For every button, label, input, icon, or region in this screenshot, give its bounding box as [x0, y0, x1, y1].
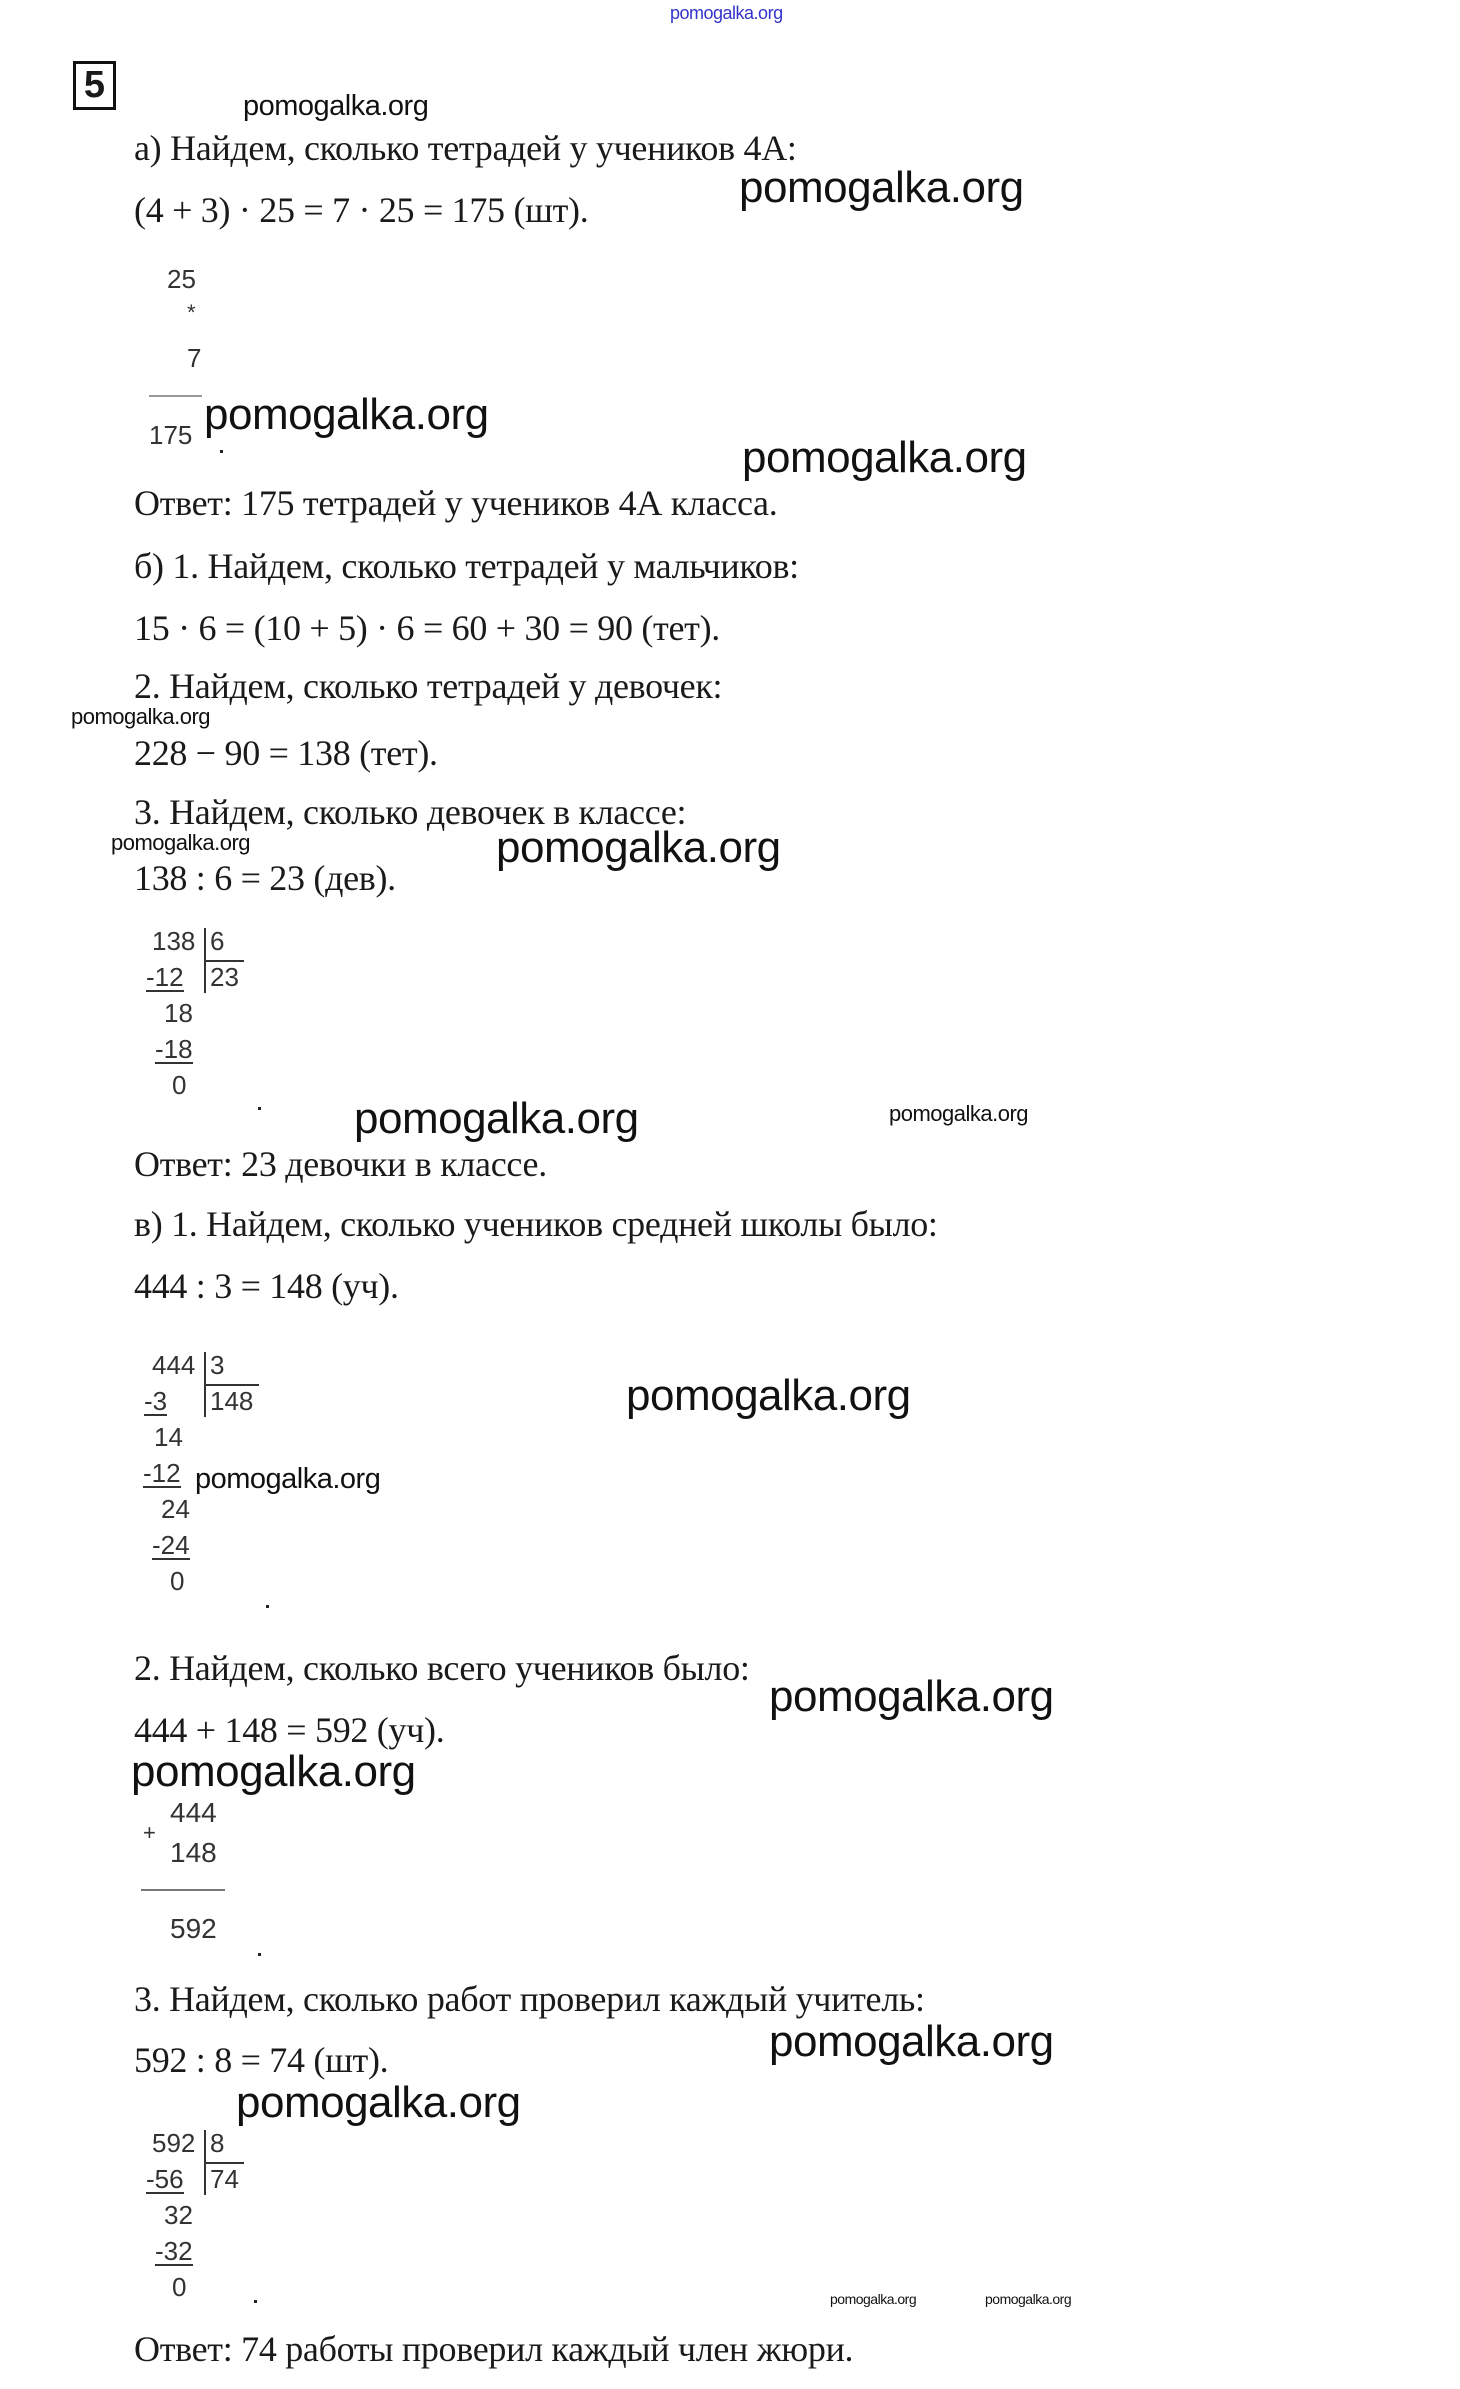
dividend: 138: [152, 926, 196, 956]
watermark: pomogalka.org: [739, 163, 1024, 212]
division-row: -3: [144, 1386, 168, 1416]
part-c-step1: в) 1. Найдем, сколько учеников средней школы было:: [134, 1204, 938, 1244]
watermark: pomogalka.org: [769, 1672, 1054, 1721]
watermark: pomogalka.org: [243, 90, 429, 122]
column-bottom: 7: [187, 343, 202, 373]
watermark: pomogalka.org: [985, 2291, 1072, 2307]
watermark: pomogalka.org: [742, 433, 1027, 482]
addition-bottom: 148: [170, 1837, 217, 1868]
division-row: -32: [155, 2236, 193, 2266]
dividend: 444: [152, 1350, 196, 1380]
dot: [220, 450, 223, 453]
part-c-eq1: 444 : 3 = 148 (уч).: [134, 1266, 399, 1306]
watermark: pomogalka.org: [195, 1463, 381, 1495]
division-row: -56: [146, 2164, 184, 2194]
part-c-answer: Ответ: 74 работы проверил каждый член жюри.: [134, 2329, 854, 2369]
divisor: 6: [210, 926, 225, 956]
dot: [266, 1605, 269, 1608]
part-b-step2: 2. Найдем, сколько тетрадей у девочек:: [134, 666, 723, 706]
divisor: 3: [210, 1350, 225, 1380]
dividend: 592: [152, 2128, 196, 2158]
watermark: pomogalka.org: [131, 1747, 416, 1796]
division-row: -12: [146, 962, 184, 992]
part-b-eq1: 15 · 6 = (10 + 5) · 6 = 60 + 30 = 90 (тет).: [134, 608, 720, 648]
part-a-equation: (4 + 3) · 25 = 7 · 25 = 175 (шт).: [134, 190, 589, 230]
watermark: pomogalka.org: [496, 823, 781, 872]
division-row: 0: [170, 1566, 185, 1596]
part-b-step1: б) 1. Найдем, сколько тетрадей у мальчиков:: [134, 546, 799, 586]
division-row: 0: [172, 1070, 187, 1100]
part-a-answer: Ответ: 175 тетрадей у учеников 4А класса.: [134, 483, 778, 523]
addition-result: 592: [170, 1913, 217, 1944]
long-division: [140, 1352, 340, 1622]
part-b-step3: 3. Найдем, сколько девочек в классе:: [134, 792, 687, 832]
watermark: pomogalka.org: [626, 1371, 911, 1420]
division-row: 14: [154, 1422, 183, 1452]
part-a-heading: а) Найдем, сколько тетрадей у учеников 4А:: [134, 128, 797, 168]
quotient: 148: [210, 1386, 254, 1416]
watermark: pomogalka.org: [71, 704, 211, 729]
watermark: pomogalka.org: [204, 390, 489, 439]
dot: [258, 1953, 261, 1956]
division-row: -24: [152, 1530, 190, 1560]
part-b-answer: Ответ: 23 девочки в классе.: [134, 1144, 547, 1184]
quotient: 74: [210, 2164, 239, 2194]
watermark: pomogalka.org: [769, 2017, 1054, 2066]
addition-op: +: [143, 1820, 156, 1845]
part-c-step3: 3. Найдем, сколько работ проверил каждый учитель:: [134, 1979, 925, 2019]
division-row: 24: [161, 1494, 190, 1524]
part-c-eq2: 444 + 148 = 592 (уч).: [134, 1710, 445, 1750]
addition-top: 444: [170, 1797, 217, 1828]
division-row: -18: [155, 1034, 193, 1064]
dot: [258, 1107, 261, 1110]
division-row: -12: [143, 1458, 181, 1488]
division-row: 18: [164, 998, 193, 1028]
watermark: pomogalka.org: [830, 2291, 917, 2307]
column-top: 25: [167, 264, 196, 294]
watermark: pomogalka.org: [236, 2078, 521, 2127]
divisor: 8: [210, 2128, 225, 2158]
column-op: *: [187, 300, 196, 325]
part-b-eq2: 228 − 90 = 138 (тет).: [134, 733, 438, 773]
watermark: pomogalka.org: [354, 1094, 639, 1143]
task-number: 5: [73, 61, 116, 110]
long-division: [140, 928, 340, 1168]
watermark: pomogalka.org: [111, 830, 251, 855]
part-c-step2: 2. Найдем, сколько всего учеников было:: [134, 1648, 750, 1688]
addition-line: [141, 1889, 225, 1891]
column-line: [149, 395, 202, 397]
division-row: 32: [164, 2200, 193, 2230]
watermark: pomogalka.org: [889, 1101, 1029, 1126]
division-row: 0: [172, 2272, 187, 2302]
dot: [254, 2300, 257, 2303]
part-b-eq3: 138 : 6 = 23 (дев).: [134, 858, 396, 898]
column-result: 175: [149, 420, 193, 450]
part-c-eq3: 592 : 8 = 74 (шт).: [134, 2040, 389, 2080]
watermark: pomogalka.org: [670, 3, 783, 23]
quotient: 23: [210, 962, 239, 992]
